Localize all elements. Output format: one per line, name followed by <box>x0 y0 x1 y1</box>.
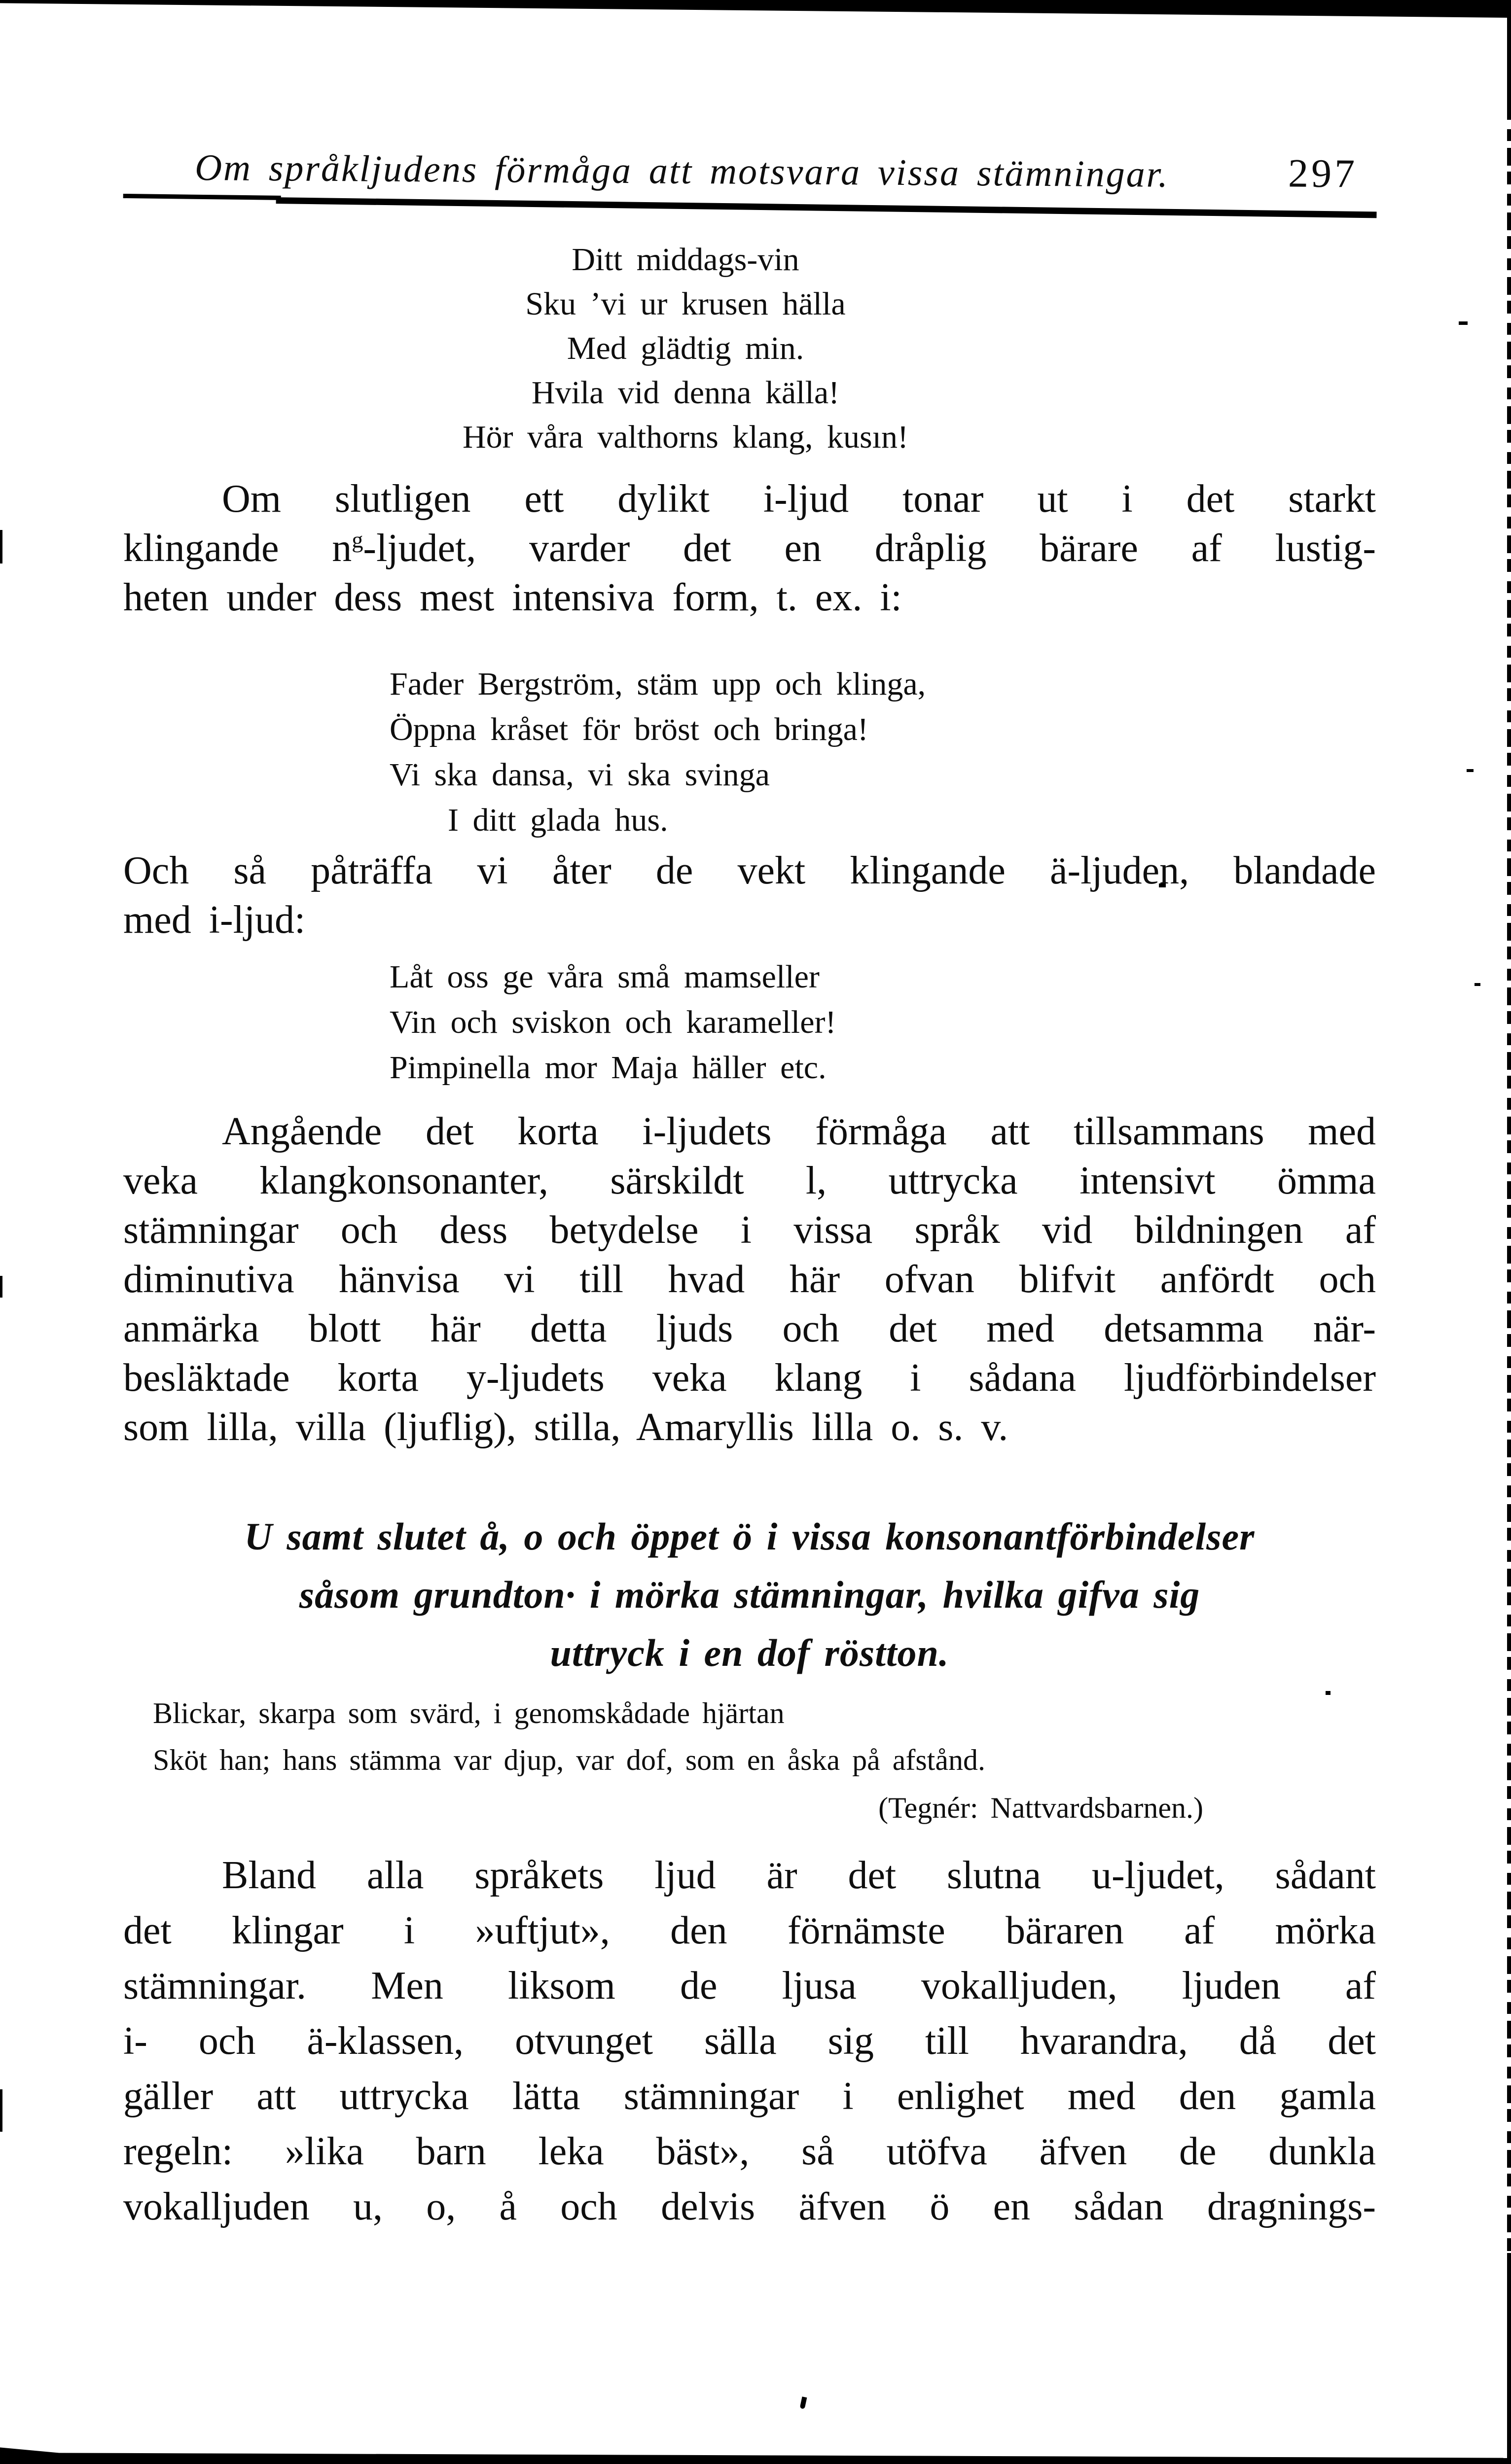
verse-line: Hvila vid denna källa! <box>531 375 840 411</box>
paragraph-line <box>123 524 1376 573</box>
paragraph-line: stämningar och dess betydelse i vissa språk vid bildningen af <box>123 1208 1376 1252</box>
verse-line: Vi ska dansa, vi ska svinga <box>390 757 770 793</box>
verse-line: Sköt han; hans stämma var djup, var dof, som en åska på afstånd. <box>153 1744 985 1776</box>
page-number: 297 <box>1288 150 1358 196</box>
verse-line: Pimpinella mor Maja häller etc. <box>390 1050 827 1086</box>
verse-block-1 <box>123 238 1248 459</box>
paragraph-line: anmärka blott här detta ljuds och det med detsamma när- <box>123 1307 1376 1350</box>
paragraph-1 <box>123 474 1376 622</box>
paragraph-4 <box>123 1848 1376 2234</box>
section-heading <box>123 1508 1376 1682</box>
scan-edge-right-bottom <box>1507 2253 1511 2464</box>
header-rule-left-segment <box>123 194 281 200</box>
paragraph-line: heten under dess mest intensiva form, t. ex. i: <box>123 576 902 619</box>
paragraph-line: diminutiva hänvisa vi till hvad här ofvan blifvit anfördt och <box>123 1258 1376 1301</box>
superscript-g: g <box>352 528 363 553</box>
paragraph-line: veka klangkonsonanter, särskildt l, uttrycka intensivt ömma <box>123 1159 1376 1202</box>
scan-speck-1 <box>1459 321 1468 325</box>
scan-edge-bottom <box>0 2450 1511 2464</box>
verse-line: Ditt middags-vin <box>572 242 799 278</box>
paragraph-line: Bland alla språkets ljud är det slutna u-ljudet, sådant <box>222 1854 1376 1897</box>
section-heading-line: uttryck i en dof röstton. <box>550 1631 949 1674</box>
paragraph-3 <box>123 1107 1376 1452</box>
paragraph-line: som lilla, villa (ljuflig), stilla, Amaryllis lilla o. s. v. <box>123 1406 1008 1449</box>
paragraph-line: gäller att uttrycka lätta stämningar i enlighet med den gamla <box>123 2075 1376 2118</box>
verse-block-2 <box>390 662 1327 843</box>
scan-mark-left-1 <box>0 530 2 563</box>
verse-line: Öppna kråset för bröst och bringa! <box>390 711 868 747</box>
paragraph-line-text: klingande n <box>123 527 352 570</box>
running-title: Om språkljudens förmåga att motsvara vissa stämningar. <box>194 147 1170 195</box>
scan-speck-5 <box>1326 1691 1331 1695</box>
page-header <box>0 0 1511 266</box>
paragraph-line: Om slutligen ett dylikt i-ljud tonar ut i det starkt <box>222 477 1376 521</box>
verse-line: Blickar, skarpa som svärd, i genomskådade hjärtan <box>153 1697 785 1729</box>
paragraph-line: det klingar i »uftjut», den förnämste bäraren af mörka <box>123 1909 1376 1952</box>
verse-line: Fader Bergström, stäm upp och klinga, <box>390 666 926 702</box>
section-heading-line: U samt slutet å, o och öppet ö i vissa konsonantförbindelser <box>244 1515 1255 1558</box>
verse-line: Med glädtig min. <box>567 330 804 366</box>
attribution: (Tegnér: Nattvardsbarnen.) <box>878 1792 1203 1824</box>
paragraph-line: regeln: »lika barn leka bäst», så utöfva äfven de dunkla <box>123 2130 1376 2173</box>
paragraph-2 <box>123 846 1376 945</box>
verse-line: Sku ’vi ur krusen hälla <box>525 286 846 322</box>
section-heading-line: såsom grundton· i mörka stämningar, hvilka gifva sig <box>299 1573 1200 1616</box>
scan-mark-left-2 <box>0 1276 2 1298</box>
verse-block-3 <box>390 954 1327 1091</box>
paragraph-line: besläktade korta y-ljudets veka klang i sådana ljudförbindelser <box>123 1356 1376 1400</box>
paragraph-line: stämningar. Men liksom de ljusa vokalljuden, ljuden af <box>123 1964 1376 2007</box>
paragraph-line: vokalljuden u, o, å och delvis äfven ö en sådan dragnings- <box>123 2185 1376 2228</box>
verse-block-4 <box>153 1690 1287 1784</box>
scan-speck-3 <box>1475 983 1480 986</box>
verse-line: Vin och sviskon och karameller! <box>390 1004 836 1040</box>
scan-edge-right <box>1507 0 1511 2464</box>
verse-line: Hör våra valthorns klang, kusın! <box>463 419 908 455</box>
paragraph-line: med i-ljud: <box>123 898 306 942</box>
verse-line: I ditt glada hus. <box>448 802 668 838</box>
paragraph-line-text: -ljudet, varder det en dråplig bärare af lustig- <box>363 527 1376 570</box>
paragraph-line: Och så påträffa vi åter de vekt klingande ä-ljuden, blandade <box>123 849 1376 892</box>
paragraph-line: Angående det korta i-ljudets förmåga att tillsammans med <box>222 1110 1376 1153</box>
verse-line: Låt oss ge våra små mamseller <box>390 959 820 995</box>
scan-speck-6 <box>800 2396 807 2409</box>
scan-speck-2 <box>1467 769 1474 772</box>
header-rule <box>276 197 1377 218</box>
scan-mark-left-3 <box>0 2089 2 2132</box>
paragraph-line: i- och ä-klassen, otvunget sälla sig till hvarandra, då det <box>123 2019 1376 2063</box>
attribution-row <box>123 1786 1376 1830</box>
